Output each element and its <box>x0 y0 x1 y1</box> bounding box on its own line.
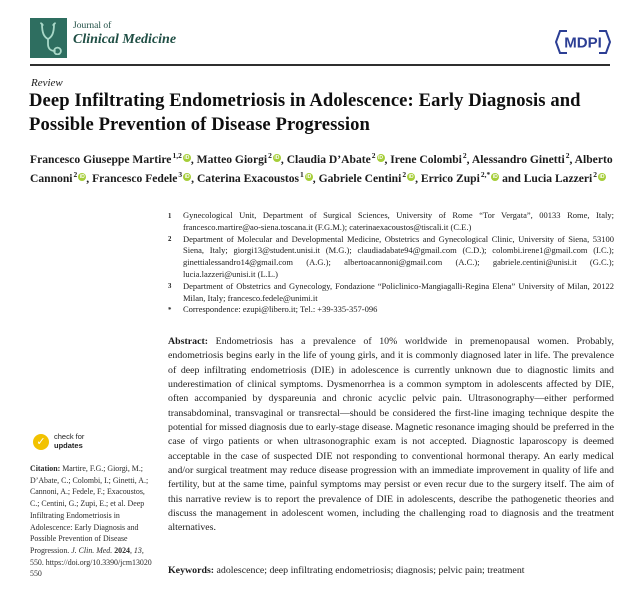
doi-link[interactable]: https://doi.org/10.3390/jcm13020550 <box>30 557 152 579</box>
affiliation-marker: 3 <box>168 283 172 291</box>
affiliation-text: Department of Molecular and Developmental Medicine, Obstetrics and Gynecological Clinic, University of Siena, 53100 Siena, Italy; giorgi13@student.unisi.it (M.G.); claudiadabate94@gmail.com (C.D.); colombi.irene1@gmail.com (I.C.); ginettialessandro14@gmail.com (A.G.); albertoacannoni@gmail.com (A.C.); gabriele.centini@unisi.it (G.C.); lucia.lazzeri@unisi.it (L.L.) <box>183 233 614 279</box>
author-affil-sup: 2 <box>73 170 78 180</box>
correspondence-text: Correspondence: ezupi@libero.it; Tel.: +39-335-357-096 <box>183 304 378 315</box>
check-badge-line1: check for <box>54 432 85 441</box>
orcid-icon[interactable]: iD <box>306 174 312 181</box>
author-affil-sup: 2 <box>593 170 598 180</box>
author-name: and Lucia Lazzeri <box>502 172 593 186</box>
citation-sep: , <box>129 545 134 555</box>
author <box>421 172 502 185</box>
journal-name-line1: Journal of <box>73 21 112 31</box>
mdpi-wordmark: MDPI <box>564 34 602 52</box>
journal-name-line2: Clinical Medicine <box>73 32 177 48</box>
author-affil-sup: 3 <box>178 170 183 180</box>
author-list <box>30 148 614 187</box>
citation-pages: , 550. <box>30 545 144 567</box>
author-name: Alberto Cannoni <box>30 152 613 186</box>
abstract <box>168 335 614 536</box>
author-separator: , <box>466 152 472 166</box>
stethoscope-icon <box>34 21 64 55</box>
author <box>197 172 319 185</box>
correspondence-marker: * <box>168 306 172 314</box>
journal-name <box>73 21 176 48</box>
author-name: Francesco Giuseppe Martire <box>30 152 172 166</box>
author-name: Errico Zupi <box>420 172 480 186</box>
author-affil-sup: 2 <box>371 151 376 160</box>
author-separator: , <box>384 152 391 166</box>
author-affil-sup: 1,2 <box>172 151 182 160</box>
check-badge-line2: updates <box>54 440 83 450</box>
citation-volume: 13 <box>133 545 142 555</box>
author-separator: , <box>191 172 197 186</box>
orcid-icon[interactable]: iD <box>408 174 414 181</box>
author-affil-sup: 2,* <box>480 170 491 180</box>
author-name: Alessandro Ginetti <box>471 152 565 166</box>
correspondence-row <box>168 304 614 316</box>
author <box>319 172 421 185</box>
journal-logo <box>30 18 67 58</box>
orcid-icon[interactable]: iD <box>79 174 85 181</box>
orcid-icon[interactable]: iD <box>599 174 605 181</box>
citation-year: 2024 <box>114 545 130 555</box>
abstract-text: Endometriosis has a prevalence of 10% worldwide in premenopausal women. Probably, endometriosis begins early in the life of young girls, and it is commonly diagnosed later in life. The prevalence of deep infiltrating endometriosis (DIE) in adolescence is currently unknown due to diagnostic limits and underestimation of clinical symptoms. Dysmenorrhea is a common symptom in adolescents affected by DIE, often accompanied by dyspareunia and chronic acyclic pelvic pain. Ultrasonography—either performed transabdominal, transvaginal or transrectal—should be considered the first-line imaging technique despite the potential for missed diagnosis due to early-stage disease. Magnetic resonance imaging should be preferred in the case of virgo patients or when ultrasonographic exam is not accepted. Diagnostic laparoscopy is deemed acceptable in the case of suspected DIE not responding to conventional hormonal therapy. An early medical and/or surgical treatment may reduce disease progression with an immediate improvement in quality of life and fertility, but at the same time, painful symptoms may persist or even recur due to the surgery itself. The aim of this narrative review is to report the prevalence of DIE in adolescents, describe the pathogenetic theories and discuss the management in adolescent women, including the challenging road to diagnosis and the treatment alternatives. <box>168 336 615 534</box>
citation-label: Citation: <box>30 464 61 473</box>
keywords <box>168 565 614 576</box>
affiliation-row <box>168 281 614 305</box>
author <box>287 153 391 166</box>
article-type-label: Review <box>31 77 63 89</box>
keywords-text: adolescence; deep infiltrating endometriosis; diagnosis; pelvic pain; treatment <box>216 565 525 576</box>
author-separator: , <box>190 152 197 166</box>
author-affil-sup: 2 <box>565 151 570 160</box>
orcid-icon[interactable]: iD <box>378 154 383 161</box>
author-affil-sup: 1 <box>300 170 304 180</box>
author-separator: , <box>86 172 93 186</box>
author-separator: , <box>569 152 575 166</box>
abstract-label: Abstract: <box>168 336 209 347</box>
affiliation-text: Gynecological Unit, Department of Surgical Sciences, University of Rome “Tor Vergata”, 00133 Rome, Italy; francesco.martire@ao-siena.toscana.it (F.G.M.); caterinaexacoustos@tiscali.it (C.E.) <box>183 210 614 232</box>
author <box>502 172 606 185</box>
author-name: Claudia D’Abate <box>286 152 371 166</box>
check-badge-text <box>54 433 84 450</box>
author <box>92 172 197 185</box>
header-rule <box>30 64 610 66</box>
author-name: Matteo Giorgi <box>196 152 268 166</box>
affiliation-row <box>168 234 614 281</box>
orcid-icon[interactable]: iD <box>184 174 190 181</box>
author-separator: , <box>312 172 319 186</box>
keywords-label: Keywords: <box>168 565 215 576</box>
citation-authors-title: Martire, F.G.; Giorgi, M.; D’Abate, C.; Colombi, I.; Ginetti, A.; Cannoni, A.; Fedele, F.; Exacoustos, C.; Centini, G.; Zupi, E.; et al. Deep Infiltrating Endometriosis in Adolescence: Early Diagnosis and Possible Prevention of Disease Progression. <box>30 464 149 555</box>
orcid-icon[interactable]: iD <box>184 154 190 161</box>
author <box>390 153 472 166</box>
author-affil-sup: 2 <box>402 170 407 180</box>
affiliation-text: Department of Obstetrics and Gynecology, Fondazione “Policlinico-Mangiagalli-Regina Elena” University of Milan, 20122 Milan, Italy; francesco.fedele@unimi.it <box>183 280 614 303</box>
author <box>197 153 287 166</box>
author-name: Irene Colombi <box>390 152 462 166</box>
affiliation-marker: 2 <box>168 236 172 244</box>
author-name: Caterina Exacoustos <box>196 172 300 186</box>
orcid-icon[interactable]: iD <box>274 154 280 161</box>
author-separator: , <box>415 172 421 186</box>
author-affil-sup: 2 <box>462 151 467 160</box>
citation-journal-abbrev: J. Clin. Med. <box>71 545 113 555</box>
author-separator: , <box>280 152 287 166</box>
author-affil-sup: 2 <box>268 151 272 160</box>
author <box>472 153 575 166</box>
author-name: Gabriele Centini <box>318 172 402 186</box>
affiliation-marker: 1 <box>168 212 172 220</box>
affiliation-row <box>168 210 614 234</box>
mdpi-logo[interactable] <box>554 29 612 55</box>
citation-block <box>30 463 154 580</box>
affiliation-list <box>168 210 614 317</box>
check-icon: ✓ <box>33 434 49 450</box>
author-name: Francesco Fedele <box>92 172 178 186</box>
author <box>30 153 197 166</box>
orcid-icon[interactable]: iD <box>492 174 498 181</box>
page-title: Deep Infiltrating Endometriosis in Adolescence: Early Diagnosis and Possible Prevention of Disease Progression <box>29 90 581 135</box>
check-for-updates-badge[interactable] <box>33 433 84 450</box>
